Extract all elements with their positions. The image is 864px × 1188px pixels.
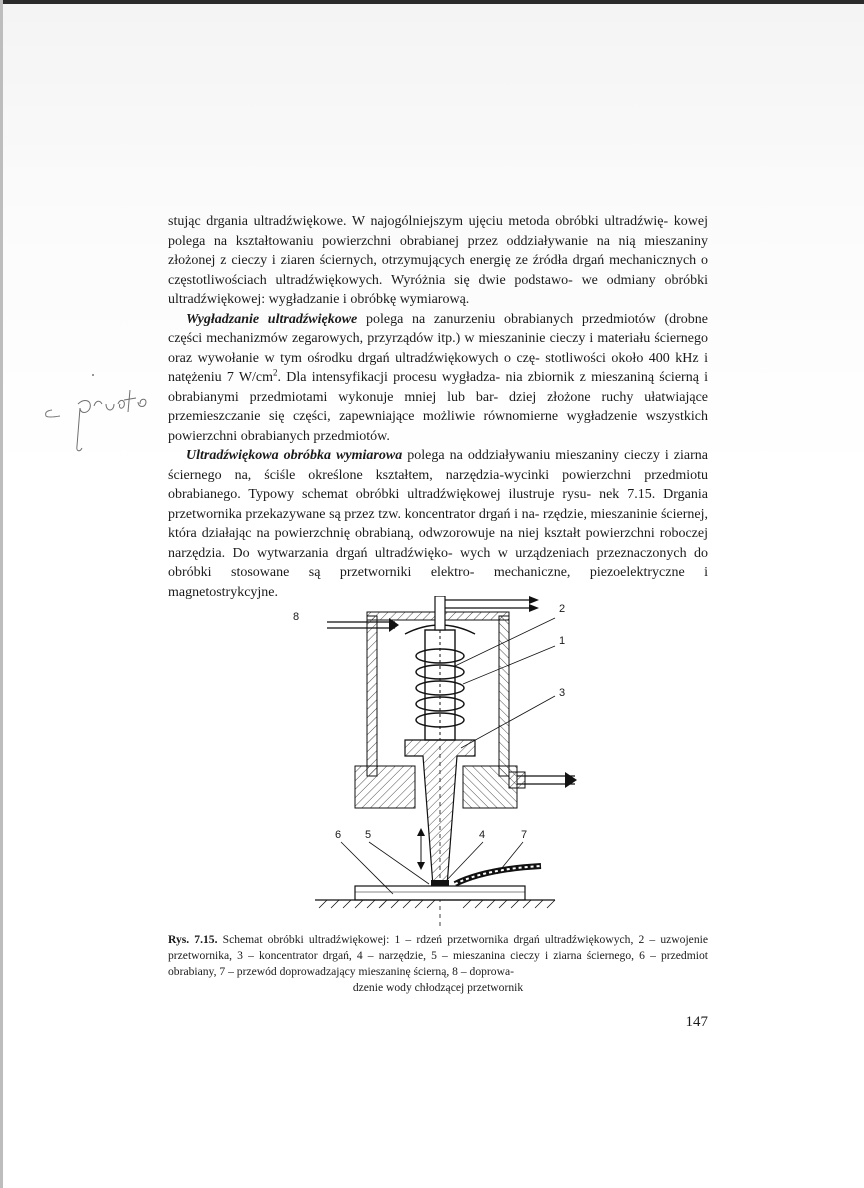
pencil-dot xyxy=(92,374,94,376)
callout-6: 6 xyxy=(335,829,342,841)
callout-7: 7 xyxy=(521,829,528,841)
paragraph-wygladzanie: Wygładzanie ultradźwiękowe polega na zanurzeniu obrabianych przedmiotów (drobne części mechanizmów zegarowych, przyrządów itp.) w mieszaninie cieczy i materiału ściernego oraz wywołanie w tym ośrodku drgań ultradźwiękowych o czę- stotliwości około 400 kHz i natężeniu 7 $W/cm^2$. Dla intensyfikacji procesu wygładza- nia zbiornik z mieszaniną ścierną i obrabianymi przedmiotami wykonuje mniej lub bar- dziej złożone ruchy ułatwiające przemieszczanie się części, zapewniające możliwie równomierne wygładzenie wszystkich powierzchni obrabianych przedmiotów. xyxy=(168,311,709,444)
paragraph-intro: stując drgania ultradźwiękowe. W najogólniejszym ujęciu metoda obróbki ultradźwię- kowej polega na kształtowaniu powierzchni obrabianej przez oddziaływanie na nią mieszaniny złożonej z cieczy i ziaren ściernych, otrzymujących energię ze źródła drgań mechanicznych o częstotliwościach ultradźwiękowych. Wyróżnia się dwie podstawo- we odmiany obróbki ultradźwiękowej: wygładzanie i obróbkę wymiarową. xyxy=(168,214,709,307)
page-number: 147 xyxy=(685,1014,708,1030)
water-inlet-pipe xyxy=(327,622,395,628)
figure-caption: Rys. 7.15. Schemat obróbki ultradźwiękowej: 1 – rdzeń przetwornika drgań ultradźwiękowych, 2 – uzwojenie przetwornika, 3 – koncentrator drgań, 4 – narzędzie, 5 – mieszanina cieczy i ziarna ściernego, 6 – przedmiot obrabiany, 7 – przewód doprowadzający mieszaninę ścierną, 8 – doprowa- dzenie wody chłodzącej przetwornik xyxy=(168,933,708,994)
term-obrobka-wymiarowa: Ultradźwiękowa obróbka wymiarowa xyxy=(186,448,403,463)
housing-wall-right xyxy=(499,616,509,776)
handwritten-margin-note xyxy=(40,378,160,458)
right-flange xyxy=(509,772,525,788)
housing-wall-left xyxy=(367,616,377,776)
ground-hatching xyxy=(319,900,555,908)
caption-label: Rys. 7.15. xyxy=(168,933,218,946)
callout-5: 5 xyxy=(365,829,372,841)
callout-3: 3 xyxy=(559,687,566,699)
body-text xyxy=(168,212,708,602)
term-wygladzanie: Wygładzanie ultradźwiękowe xyxy=(186,311,358,327)
callout-4: 4 xyxy=(479,829,486,841)
top-outlet-pipe xyxy=(445,600,535,608)
top-pipe xyxy=(435,596,445,630)
paragraph-obrobka-wymiarowa: Ultradźwiękowa obróbka wymiarowa polega na oddziaływaniu mieszaniny cieczy i ziarna ściernego na, ściśle określone kształtem, narzędzia-wycinki powierzchni przedmiotu obrabianego. Typowy schemat obróbki ultradźwiękowej ilustruje rysu- nek 7.15. Drgania przetwornika przekazywane są przez tzw. koncentrator drgań i na- rzędzie, mieszaninie ściernej, która działając na powierzchnię obrabianą, odwzorowuje na niej kształt powierzchni roboczej narzędzia. Do wytwarzania drgań ultradźwięko- wych w urządzeniach przeznaczonych do obróbki stosowane są przetworniki elektro- mechaniczne, piezoelektryczne i magnetostrykcyjne. xyxy=(168,448,709,600)
abrasive-feed-tube xyxy=(455,866,541,884)
figure-drawing xyxy=(285,596,585,926)
callout-1: 1 xyxy=(559,635,566,647)
figure-ultrasonic-machining xyxy=(285,596,585,926)
base-block-left xyxy=(355,766,415,808)
callout-8: 8 xyxy=(293,611,300,623)
callout-2: 2 xyxy=(559,603,566,615)
workpiece xyxy=(355,886,525,900)
